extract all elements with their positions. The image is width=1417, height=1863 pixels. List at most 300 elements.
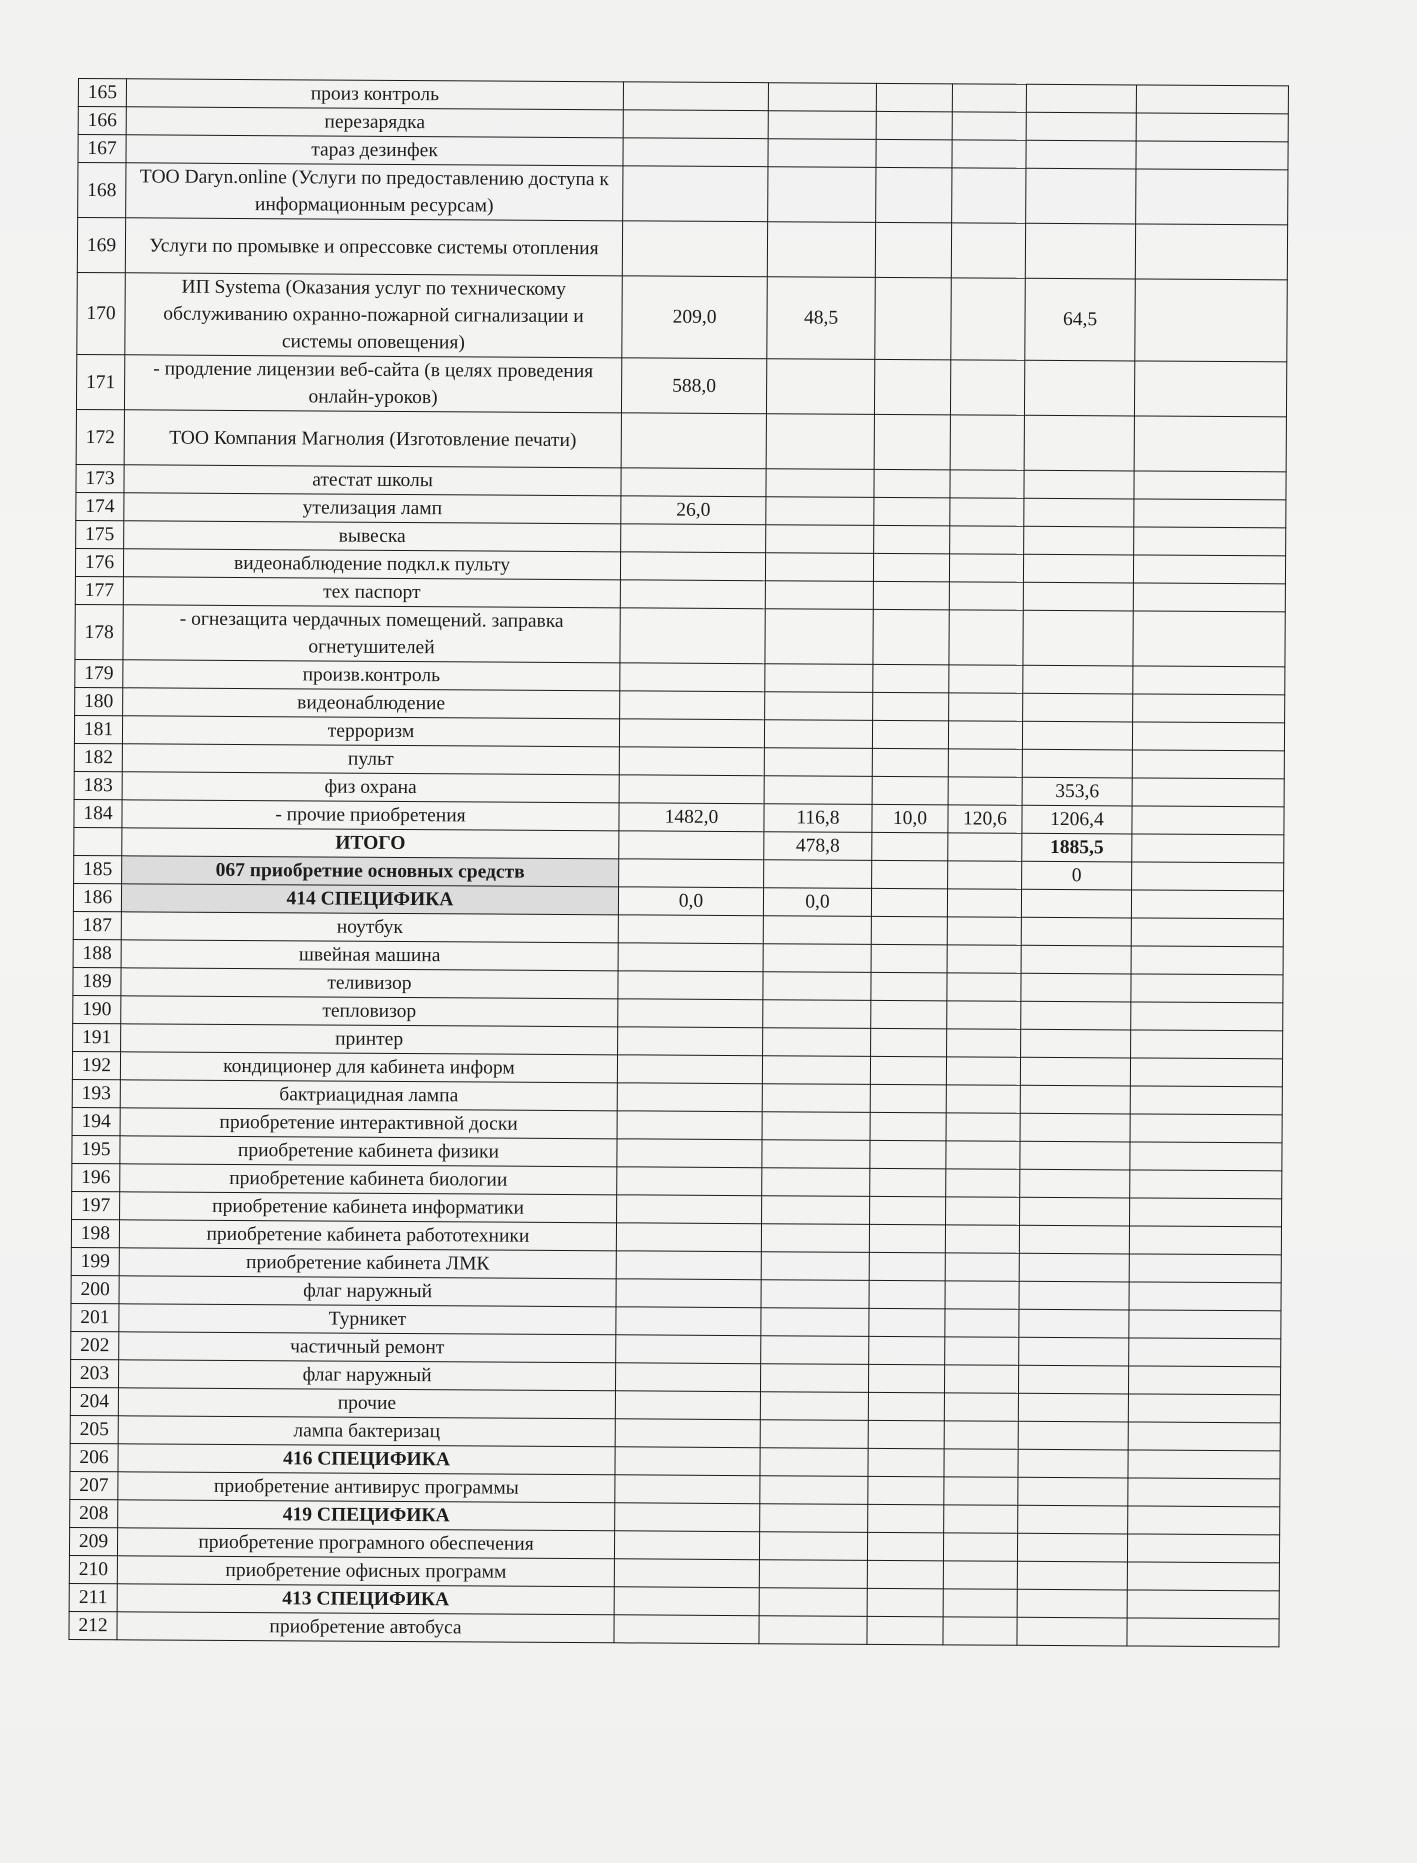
value-cell-5 xyxy=(1017,1589,1127,1618)
value-cell-4 xyxy=(948,833,1022,861)
value-cell-1 xyxy=(620,580,765,609)
value-cell-5 xyxy=(1023,554,1133,583)
row-number: 175 xyxy=(76,520,124,548)
value-cell-5 xyxy=(1020,1169,1130,1198)
value-cell-6 xyxy=(1131,1002,1283,1031)
value-cell-5 xyxy=(1020,1197,1130,1226)
row-name: ТОО Компания Магнолия (Изготовление печати) xyxy=(124,410,621,468)
row-number: 188 xyxy=(73,939,121,967)
value-cell-5 xyxy=(1017,1561,1127,1590)
value-cell-5 xyxy=(1020,1113,1130,1142)
value-cell-3 xyxy=(869,1224,945,1252)
value-cell-3 xyxy=(874,497,950,525)
value-cell-5 xyxy=(1020,1085,1130,1114)
row-number: 190 xyxy=(73,995,121,1023)
row-name: кондиционер для кабинета информ xyxy=(120,1052,617,1083)
row-name: - продление лицензии веб-сайта (в целях проведения онлайн-уроков) xyxy=(124,355,621,413)
value-cell-1 xyxy=(623,166,768,222)
table-row xyxy=(77,272,1287,361)
row-name: видеонаблюдение xyxy=(123,688,620,719)
value-cell-4 xyxy=(944,1505,1018,1533)
value-cell-2: 48,5 xyxy=(767,277,875,360)
value-cell-4 xyxy=(947,1029,1021,1057)
value-cell-1 xyxy=(615,1419,760,1448)
row-number: 184 xyxy=(74,799,122,827)
row-number: 182 xyxy=(74,743,122,771)
value-cell-5 xyxy=(1024,360,1134,416)
row-number: 194 xyxy=(72,1107,120,1135)
value-cell-5 xyxy=(1018,1505,1128,1534)
value-cell-6 xyxy=(1134,361,1286,417)
row-number: 202 xyxy=(71,1331,119,1359)
value-cell-4 xyxy=(951,223,1025,278)
value-cell-4 xyxy=(943,1589,1017,1617)
value-cell-1 xyxy=(623,110,768,139)
value-cell-5 xyxy=(1019,1309,1129,1338)
row-number: 169 xyxy=(77,218,125,273)
value-cell-3 xyxy=(871,1028,947,1056)
value-cell-2 xyxy=(762,1196,870,1225)
value-cell-4 xyxy=(943,1533,1017,1561)
value-cell-4 xyxy=(950,470,1024,498)
value-cell-6 xyxy=(1128,1394,1280,1423)
row-number: 199 xyxy=(71,1247,119,1275)
value-cell-1 xyxy=(621,524,766,553)
value-cell-3 xyxy=(872,832,948,860)
value-cell-5 xyxy=(1019,1337,1129,1366)
value-cell-1 xyxy=(615,1503,760,1532)
value-cell-1 xyxy=(620,608,765,664)
value-cell-2 xyxy=(766,525,874,554)
value-cell-2 xyxy=(762,1056,870,1085)
value-cell-1 xyxy=(619,859,764,888)
value-cell-6 xyxy=(1132,834,1284,863)
row-number: 177 xyxy=(75,576,123,604)
row-name: частичный ремонт xyxy=(119,1332,616,1363)
value-cell-4 xyxy=(952,140,1026,168)
value-cell-5 xyxy=(1021,917,1131,946)
value-cell-3 xyxy=(873,581,949,609)
value-cell-3 xyxy=(874,525,950,553)
row-number: 172 xyxy=(76,409,124,464)
row-name: Услуги по промывке и опрессовке системы отопления xyxy=(125,218,622,276)
value-cell-1: 209,0 xyxy=(622,276,767,359)
value-cell-6 xyxy=(1134,416,1286,472)
value-cell-5 xyxy=(1018,1421,1128,1450)
value-cell-6 xyxy=(1129,1254,1281,1283)
value-cell-5 xyxy=(1019,1225,1129,1254)
value-cell-2 xyxy=(762,1112,870,1141)
value-cell-4 xyxy=(945,1225,1019,1253)
value-cell-6 xyxy=(1127,1618,1279,1647)
value-cell-1 xyxy=(623,82,768,111)
value-cell-6 xyxy=(1130,1086,1282,1115)
value-cell-3 xyxy=(867,1560,943,1588)
value-cell-3 xyxy=(870,1112,946,1140)
value-cell-2 xyxy=(759,1588,867,1617)
value-cell-6 xyxy=(1134,471,1286,500)
value-cell-3 xyxy=(868,1504,944,1532)
row-number: 204 xyxy=(70,1387,118,1415)
value-cell-5 xyxy=(1021,1029,1131,1058)
value-cell-2 xyxy=(768,83,876,112)
value-cell-3 xyxy=(870,1056,946,1084)
value-cell-2 xyxy=(765,553,873,582)
value-cell-4 xyxy=(949,582,1023,610)
value-cell-6 xyxy=(1136,85,1288,114)
value-cell-6 xyxy=(1128,1506,1280,1535)
row-number: 211 xyxy=(69,1583,117,1611)
value-cell-4 xyxy=(952,168,1026,223)
value-cell-6 xyxy=(1132,750,1284,779)
row-number: 205 xyxy=(70,1415,118,1443)
row-name: приобретение програмного обеспечения xyxy=(117,1528,614,1559)
row-name: флаг наружный xyxy=(118,1360,615,1391)
value-cell-1 xyxy=(621,468,766,497)
value-cell-1 xyxy=(617,1167,762,1196)
row-name: приобретение кабинета работотехники xyxy=(119,1220,616,1251)
value-cell-5 xyxy=(1018,1393,1128,1422)
value-cell-2 xyxy=(768,167,876,223)
value-cell-6 xyxy=(1130,1058,1282,1087)
value-cell-6 xyxy=(1135,279,1287,362)
value-cell-1 xyxy=(615,1475,760,1504)
value-cell-1 xyxy=(614,1587,759,1616)
value-cell-1 xyxy=(616,1335,761,1364)
value-cell-3 xyxy=(869,1336,945,1364)
value-cell-5 xyxy=(1021,973,1131,1002)
value-cell-6 xyxy=(1127,1590,1279,1619)
value-cell-1 xyxy=(616,1251,761,1280)
value-cell-6 xyxy=(1133,555,1285,584)
value-cell-3 xyxy=(867,1588,943,1616)
value-cell-6 xyxy=(1131,946,1283,975)
value-cell-2 xyxy=(765,692,873,721)
row-name: принтер xyxy=(121,1024,618,1055)
row-number: 189 xyxy=(73,967,121,995)
row-name: приобретение кабинета ЛМК xyxy=(119,1248,616,1279)
value-cell-3 xyxy=(876,111,952,139)
row-name: ТОО Daryn.online (Услуги по предоставлению доступа к информационным ресурсам) xyxy=(126,163,623,221)
row-number: 174 xyxy=(76,492,124,520)
row-name: перезарядка xyxy=(126,107,623,138)
value-cell-4 xyxy=(947,1001,1021,1029)
row-name: произ контроль xyxy=(126,79,623,110)
value-cell-1 xyxy=(619,775,764,804)
value-cell-6 xyxy=(1132,778,1284,807)
value-cell-3 xyxy=(871,944,947,972)
row-number: 167 xyxy=(78,135,126,163)
row-name: тех паспорт xyxy=(123,577,620,608)
value-cell-5 xyxy=(1018,1365,1128,1394)
value-cell-2 xyxy=(759,1532,867,1561)
value-cell-6 xyxy=(1130,1114,1282,1143)
value-cell-6 xyxy=(1127,1562,1279,1591)
value-cell-3 xyxy=(873,553,949,581)
row-name: 416 СПЕЦИФИКА xyxy=(118,1444,615,1475)
value-cell-3 xyxy=(872,748,948,776)
value-cell-3 xyxy=(874,359,950,414)
value-cell-3 xyxy=(871,888,947,916)
value-cell-5 xyxy=(1019,1253,1129,1282)
value-cell-6 xyxy=(1136,169,1288,225)
row-name: приобретение кабинета биологии xyxy=(120,1164,617,1195)
value-cell-2 xyxy=(764,748,872,777)
row-number: 200 xyxy=(71,1275,119,1303)
value-cell-3 xyxy=(873,609,949,664)
row-number: 180 xyxy=(75,687,123,715)
row-number: 197 xyxy=(72,1191,120,1219)
value-cell-2 xyxy=(765,664,873,693)
row-name: приобретение кабинета информатики xyxy=(120,1192,617,1223)
row-number: 181 xyxy=(74,715,122,743)
row-name: приобретение интерактивной доски xyxy=(120,1108,617,1139)
row-number: 191 xyxy=(73,1023,121,1051)
value-cell-6 xyxy=(1131,918,1283,947)
value-cell-2 xyxy=(766,359,874,415)
value-cell-3 xyxy=(872,860,948,888)
row-name: - огнезащита чердачных помещений. заправка огнетушителей xyxy=(123,605,620,663)
value-cell-4 xyxy=(950,526,1024,554)
value-cell-3 xyxy=(873,664,949,692)
value-cell-3 xyxy=(876,139,952,167)
value-cell-2 xyxy=(763,916,871,945)
row-name: терроризм xyxy=(122,716,619,747)
row-name: ИТОГО xyxy=(122,828,619,859)
value-cell-1 xyxy=(617,1195,762,1224)
value-cell-1 xyxy=(620,552,765,581)
row-name: 413 СПЕЦИФИКА xyxy=(117,1584,614,1615)
value-cell-3 xyxy=(874,469,950,497)
value-cell-5 xyxy=(1022,721,1132,750)
value-cell-1 xyxy=(623,138,768,167)
value-cell-1 xyxy=(617,1055,762,1084)
value-cell-6 xyxy=(1134,527,1286,556)
row-name: лампа бактеризац xyxy=(118,1416,615,1447)
value-cell-2 xyxy=(760,1448,868,1477)
value-cell-5 xyxy=(1020,1057,1130,1086)
value-cell-1: 1482,0 xyxy=(619,803,764,832)
value-cell-5 xyxy=(1023,582,1133,611)
row-number: 179 xyxy=(75,659,123,687)
value-cell-5 xyxy=(1026,112,1136,141)
value-cell-3 xyxy=(870,1196,946,1224)
row-number: 186 xyxy=(73,883,121,911)
value-cell-5 xyxy=(1023,610,1133,666)
value-cell-6 xyxy=(1128,1366,1280,1395)
row-number: 192 xyxy=(72,1051,120,1079)
row-number: 201 xyxy=(71,1303,119,1331)
value-cell-4 xyxy=(944,1421,1018,1449)
row-number: 206 xyxy=(70,1443,118,1471)
value-cell-1 xyxy=(620,691,765,720)
value-cell-5: 1885,5 xyxy=(1022,833,1132,862)
value-cell-5: 353,6 xyxy=(1022,777,1132,806)
value-cell-3 xyxy=(873,692,949,720)
value-cell-5 xyxy=(1023,693,1133,722)
value-cell-4 xyxy=(948,721,1022,749)
value-cell-1 xyxy=(615,1447,760,1476)
table-row xyxy=(69,1611,1279,1646)
value-cell-1: 26,0 xyxy=(621,496,766,525)
value-cell-2 xyxy=(761,1280,869,1309)
row-number: 203 xyxy=(71,1359,119,1387)
row-number: 198 xyxy=(71,1219,119,1247)
value-cell-4 xyxy=(946,1197,1020,1225)
value-cell-5 xyxy=(1026,140,1136,169)
value-cell-2 xyxy=(765,581,873,610)
value-cell-1 xyxy=(619,831,764,860)
value-cell-4 xyxy=(951,278,1025,360)
value-cell-4 xyxy=(950,415,1024,470)
value-cell-6 xyxy=(1136,141,1288,170)
value-cell-4 xyxy=(946,1141,1020,1169)
value-cell-4 xyxy=(946,1085,1020,1113)
row-number: 171 xyxy=(76,354,124,409)
value-cell-6 xyxy=(1133,694,1285,723)
value-cell-1 xyxy=(617,1111,762,1140)
value-cell-6 xyxy=(1131,1030,1283,1059)
row-number: 176 xyxy=(75,548,123,576)
value-cell-6 xyxy=(1128,1478,1280,1507)
value-cell-1 xyxy=(616,1279,761,1308)
value-cell-4 xyxy=(950,498,1024,526)
row-number: 208 xyxy=(70,1499,118,1527)
table-row xyxy=(76,409,1286,471)
value-cell-3 xyxy=(875,222,951,277)
value-cell-5 xyxy=(1024,470,1134,499)
value-cell-4 xyxy=(943,1617,1017,1645)
value-cell-1 xyxy=(621,413,766,469)
value-cell-5 xyxy=(1021,945,1131,974)
value-cell-3 xyxy=(869,1280,945,1308)
value-cell-2 xyxy=(762,1168,870,1197)
value-cell-5 xyxy=(1022,749,1132,778)
value-cell-6 xyxy=(1133,666,1285,695)
row-name: 419 СПЕЦИФИКА xyxy=(118,1500,615,1531)
value-cell-4 xyxy=(944,1449,1018,1477)
value-cell-4 xyxy=(947,917,1021,945)
value-cell-4 xyxy=(947,889,1021,917)
table-row xyxy=(78,163,1288,225)
row-name: флаг наружный xyxy=(119,1276,616,1307)
value-cell-2 xyxy=(761,1308,869,1337)
value-cell-6 xyxy=(1129,1282,1281,1311)
value-cell-3 xyxy=(874,414,950,469)
value-cell-4 xyxy=(945,1337,1019,1365)
value-cell-3 xyxy=(870,1140,946,1168)
value-cell-1 xyxy=(616,1223,761,1252)
value-cell-4 xyxy=(945,1281,1019,1309)
value-cell-4 xyxy=(949,610,1023,665)
value-cell-6 xyxy=(1132,806,1284,835)
row-number: 193 xyxy=(72,1079,120,1107)
value-cell-6 xyxy=(1130,1170,1282,1199)
value-cell-5 xyxy=(1017,1533,1127,1562)
value-cell-2 xyxy=(766,414,874,470)
value-cell-1 xyxy=(617,1083,762,1112)
row-name: швейная машина xyxy=(121,940,618,971)
row-name: тараз дезинфек xyxy=(126,135,623,166)
value-cell-1 xyxy=(620,663,765,692)
value-cell-1: 588,0 xyxy=(621,358,766,414)
row-name: теливизор xyxy=(121,968,618,999)
value-cell-5 xyxy=(1026,84,1136,113)
value-cell-2 xyxy=(768,139,876,168)
value-cell-5: 0 xyxy=(1022,861,1132,890)
value-cell-6 xyxy=(1136,113,1288,142)
value-cell-1 xyxy=(615,1363,760,1392)
row-number: 209 xyxy=(69,1527,117,1555)
row-number: 183 xyxy=(74,771,122,799)
value-cell-3 xyxy=(868,1476,944,1504)
value-cell-5 xyxy=(1021,1001,1131,1030)
value-cell-2 xyxy=(765,609,873,665)
row-number: 195 xyxy=(72,1135,120,1163)
value-cell-5 xyxy=(1023,665,1133,694)
value-cell-4 xyxy=(946,1169,1020,1197)
value-cell-4 xyxy=(947,945,1021,973)
value-cell-2 xyxy=(760,1504,868,1533)
value-cell-1 xyxy=(615,1391,760,1420)
value-cell-5 xyxy=(1025,223,1135,279)
value-cell-1: 0,0 xyxy=(618,887,763,916)
value-cell-6 xyxy=(1132,862,1284,891)
table-row xyxy=(76,354,1286,416)
value-cell-6 xyxy=(1132,722,1284,751)
value-cell-4 xyxy=(945,1253,1019,1281)
value-cell-5: 1206,4 xyxy=(1022,805,1132,834)
value-cell-5 xyxy=(1020,1141,1130,1170)
value-cell-5 xyxy=(1017,1617,1127,1646)
value-cell-6 xyxy=(1135,224,1287,280)
value-cell-6 xyxy=(1128,1450,1280,1479)
value-cell-1 xyxy=(618,999,763,1028)
row-number: 166 xyxy=(78,107,126,135)
value-cell-3 xyxy=(869,1308,945,1336)
value-cell-6 xyxy=(1131,890,1283,919)
row-name: Турникет xyxy=(119,1304,616,1335)
value-cell-5 xyxy=(1018,1477,1128,1506)
value-cell-4 xyxy=(949,665,1023,693)
value-cell-3 xyxy=(871,1000,947,1028)
value-cell-3 xyxy=(869,1252,945,1280)
value-cell-6 xyxy=(1129,1338,1281,1367)
value-cell-6 xyxy=(1133,611,1285,667)
value-cell-4 xyxy=(945,1309,1019,1337)
value-cell-4 xyxy=(952,84,1026,112)
row-name: приобретение автобуса xyxy=(117,1612,614,1643)
row-name: ноутбук xyxy=(121,912,618,943)
value-cell-4 xyxy=(943,1561,1017,1589)
row-name: - прочие приобретения xyxy=(122,800,619,831)
value-cell-1 xyxy=(614,1559,759,1588)
value-cell-3 xyxy=(870,1168,946,1196)
value-cell-5 xyxy=(1019,1281,1129,1310)
value-cell-3 xyxy=(870,1084,946,1112)
value-cell-1 xyxy=(618,971,763,1000)
value-cell-3 xyxy=(875,277,951,359)
value-cell-3 xyxy=(868,1364,944,1392)
value-cell-3 xyxy=(867,1532,943,1560)
value-cell-2 xyxy=(766,497,874,526)
value-cell-6 xyxy=(1129,1226,1281,1255)
value-cell-4 xyxy=(946,1113,1020,1141)
value-cell-2 xyxy=(763,1000,871,1029)
row-name: 414 СПЕЦИФИКА xyxy=(121,884,618,915)
row-number: 185 xyxy=(74,855,122,883)
row-number: 212 xyxy=(69,1611,117,1639)
